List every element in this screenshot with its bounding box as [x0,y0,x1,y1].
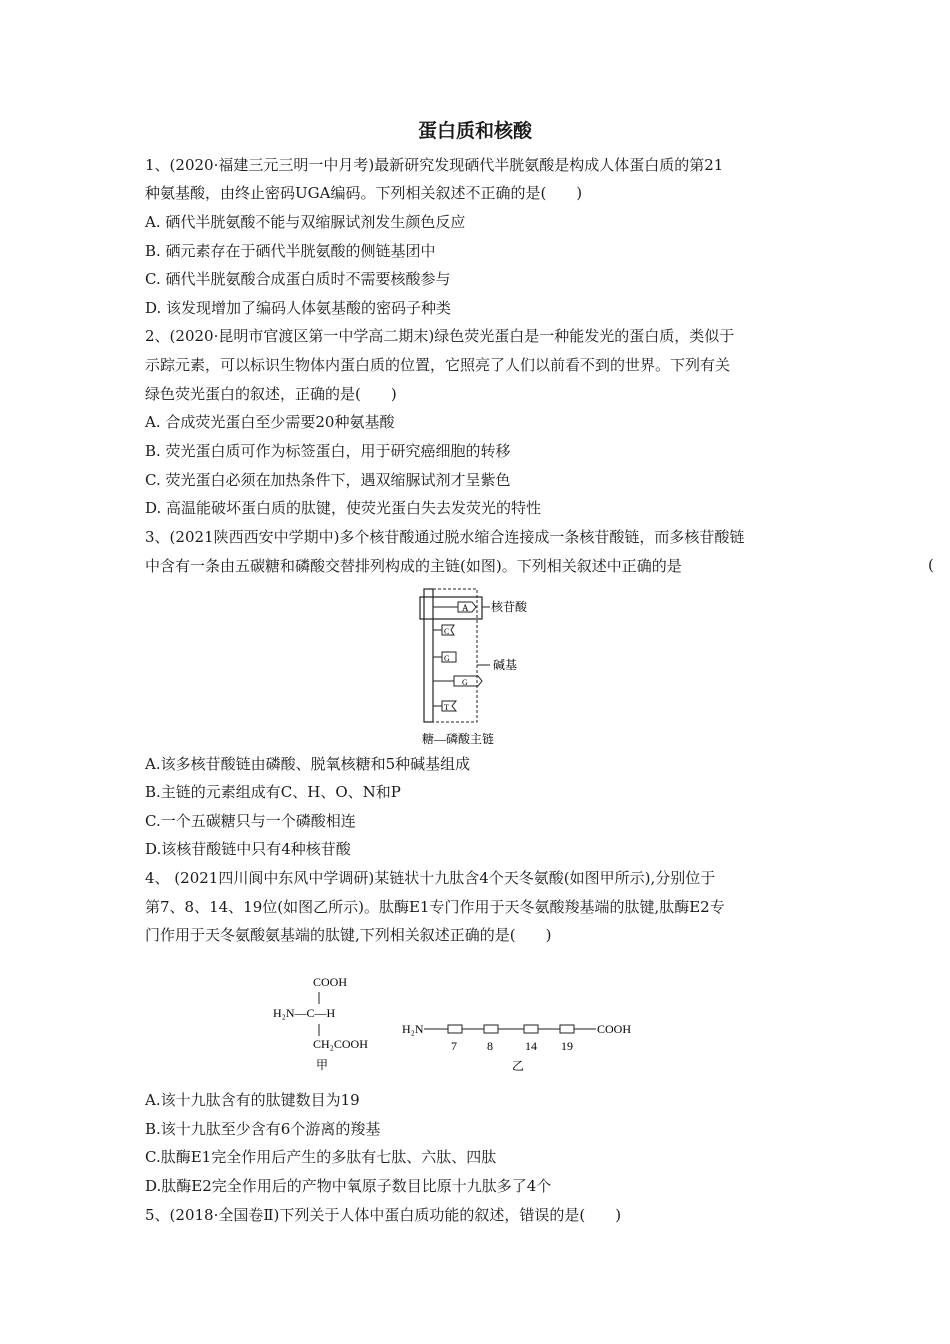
q2-option-a: A. 合成荧光蛋白至少需要20种氨基酸 [145,413,395,431]
nucleotide-box [420,597,482,619]
q4-stem-line-3: 门作用于天冬氨酸氨基端的肽键,下列相关叙述正确的是( ) [145,926,552,944]
q2-option-d: D. 高温能破坏蛋白质的肽键，使荧光蛋白失去发荧光的特性 [145,499,542,517]
figure-caption: 糖—磷酸主链 [422,732,495,746]
aspartic-acid-structure [268,970,393,1075]
q2-option-c: C. 荧光蛋白必须在加热条件下，遇双缩脲试剂才呈紫色 [145,471,511,489]
label-base: 碱基 [493,658,518,672]
q3-option-b: B.主链的元素组成有C、H、O、N和P [145,783,401,801]
q1-option-d: D. 该发现增加了编码人体氨基酸的密码子种类 [145,299,452,317]
position-label: 7 [451,1039,457,1053]
jia-middle-row: H₂N—C—H [273,1006,336,1020]
q5-stem-line-1: 5、(2018·全国卷Ⅱ)下列关于人体中蛋白质功能的叙述，错误的是( ) [145,1206,622,1224]
q2-option-b: B. 荧光蛋白质可作为标签蛋白，用于研究癌细胞的转移 [145,442,511,460]
position-label: 14 [525,1039,537,1053]
q3-option-c: C.一个五碳糖只与一个磷酸相连 [145,812,356,830]
position-label: 8 [487,1039,493,1053]
base-shape [454,676,482,686]
q4-option-b: B.该十九肽至少含有6个游离的羧基 [145,1120,381,1138]
position-label: 19 [561,1039,573,1053]
base-letter: G [444,654,450,663]
base-letter: C [444,627,450,636]
jia-bottom-group: CH₂COOH [313,1037,368,1051]
q4-stem-line-1: 4、 (2021四川阆中东风中学调研)某链状十九肽含4个天冬氨酸(如图甲所示),分别位于 [145,869,716,887]
q1-stem-line-1: 1、(2020·福建三元三明一中月考)最新研究发现硒代半胱氨酸是构成人体蛋白质的第21 [145,156,724,174]
q3-stem-line-2: 中含有一条由五碳糖和磷酸交替排列构成的主链(如图)。下列相关叙述中正确的是 [145,557,682,575]
q3-answer-paren: ( [928,556,934,574]
base-letter: T [444,703,449,712]
nucleotide-chain-figure [410,585,540,750]
q1-option-a: A. 硒代半胱氨酸不能与双缩脲试剂发生颜色反应 [145,213,466,231]
q3-stem-line-1: 3、(2021陕西西安中学期中)多个核苷酸通过脱水缩合连接成一条核苷酸链，而多核苷酸链 [145,528,745,546]
q4-stem-line-2: 第7、8、14、19位(如图乙所示)。肽酶E1专门作用于天冬氨酸羧基端的肽键,肽酶E2专 [145,898,725,916]
yi-c-terminus: COOH [597,1022,632,1036]
residue-box [448,1025,462,1033]
q2-stem-line-3: 绿色荧光蛋白的叙述，正确的是( ) [145,385,397,403]
label-nucleotide: 核苷酸 [491,600,528,614]
q3-option-a: A.该多核苷酸链由磷酸、脱氧核糖和5种碱基组成 [145,755,471,773]
jia-top-group: COOH [313,975,348,989]
residue-box [524,1025,538,1033]
yi-caption: 乙 [512,1059,525,1073]
q4-option-d: D.肽酶E2完全作用后的产物中氧原子数目比原十九肽多了4个 [145,1177,552,1195]
page-title: 蛋白质和核酸 [417,120,532,142]
jia-caption: 甲 [316,1058,329,1072]
sugar-phosphate-backbone [424,589,433,722]
q3-option-d: D.该核苷酸链中只有4种核苷酸 [145,840,351,858]
q4-option-a: A.该十九肽含有的肽键数目为19 [145,1091,360,1109]
base-letter: G [462,678,468,687]
q1-option-b: B. 硒元素存在于硒代半胱氨酸的侧链基团中 [145,242,436,260]
q2-stem-line-2: 示踪元素，可以标识生物体内蛋白质的位置，它照亮了人们以前看不到的世界。下列有关 [145,356,731,374]
q4-option-c: C.肽酶E1完全作用后产生的多肽有七肽、六肽、四肽 [145,1148,497,1166]
q1-option-c: C. 硒代半胱氨酸合成蛋白质时不需要核酸参与 [145,270,451,288]
yi-n-terminus: H₂N [402,1022,424,1036]
residue-box [484,1025,498,1033]
residue-box [560,1025,574,1033]
q1-stem-line-2: 种氨基酸，由终止密码UGA编码。下列相关叙述不正确的是( ) [145,184,583,202]
peptide-chain-figure [400,1016,645,1076]
base-letter: A [462,603,469,613]
q2-stem-line-1: 2、(2020·昆明市官渡区第一中学高二期末)绿色荧光蛋白是一种能发光的蛋白质，类似于 [145,327,735,345]
